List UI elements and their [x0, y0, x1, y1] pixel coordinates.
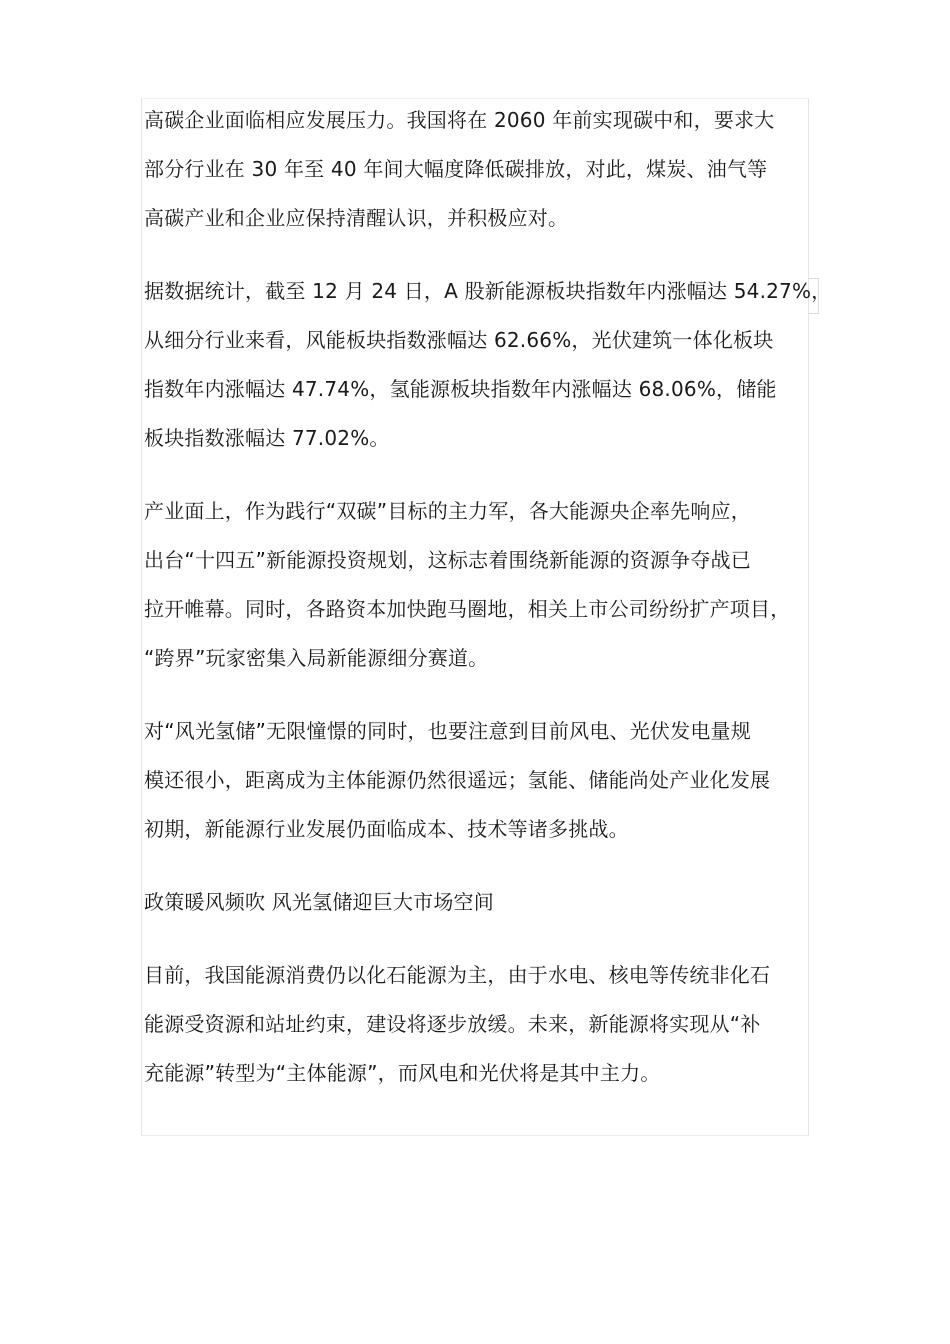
text-line: 从细分行业来看，风能板块指数涨幅达 62.66%，光伏建筑一体化板块: [144, 328, 774, 352]
text-line: 目前，我国能源消费仍以化石能源为主，由于水电、核电等传统非化石: [144, 963, 771, 987]
paragraph-industry-response: [144, 487, 820, 683]
text-line: 拉开帷幕。同时，各路资本加快跑马圈地，相关上市公司纷纷扩产项目，: [144, 597, 791, 621]
text-line: 能源受资源和站址约束，建设将逐步放缓。未来，新能源将实现从“补: [144, 1012, 761, 1036]
text-line: 高碳企业面临相应发展压力。我国将在 2060 年前实现碳中和，要求大: [144, 108, 775, 132]
text-line: 部分行业在 30 年至 40 年间大幅度降低碳排放，对此，煤炭、油气等: [144, 157, 768, 181]
text-line: 对“风光氢储”无限憧憬的同时，也要注意到目前风电、光伏发电量规: [144, 719, 751, 743]
text-line: 据数据统计，截至 12 月 24 日，A 股新能源板块指数年内涨幅达 54.27%，: [144, 279, 832, 303]
paragraph-carbon-pressure: [144, 96, 820, 243]
document-body: [144, 96, 832, 1122]
paragraph-challenges: [144, 707, 820, 854]
text-line: 充能源”转型为“主体能源”，而风电和光伏将是其中主力。: [144, 1061, 661, 1085]
section-heading: 政策暖风频吹 风光氢储迎巨大市场空间: [144, 890, 494, 914]
paragraph-index-statistics: [144, 267, 832, 463]
text-line: “跨界”玩家密集入局新能源细分赛道。: [144, 646, 489, 670]
text-line: 高碳产业和企业应保持清醒认识，并积极应对。: [144, 206, 569, 230]
paragraph-energy-transition: [144, 951, 820, 1098]
text-line: 初期，新能源行业发展仍面临成本、技术等诸多挑战。: [144, 817, 629, 841]
text-line: 板块指数涨幅达 77.02%。: [144, 426, 390, 450]
text-line: 模还很小，距离成为主体能源仍然很遥远；氢能、储能尚处产业化发展: [144, 768, 771, 792]
text-line: 出台“十四五”新能源投资规划，这标志着围绕新能源的资源争夺战已: [144, 548, 751, 572]
text-line: 产业面上，作为践行“双碳”目标的主力军，各大能源央企率先响应，: [144, 499, 751, 523]
text-line: 指数年内涨幅达 47.74%，氢能源板块指数年内涨幅达 68.06%，储能: [144, 377, 777, 401]
